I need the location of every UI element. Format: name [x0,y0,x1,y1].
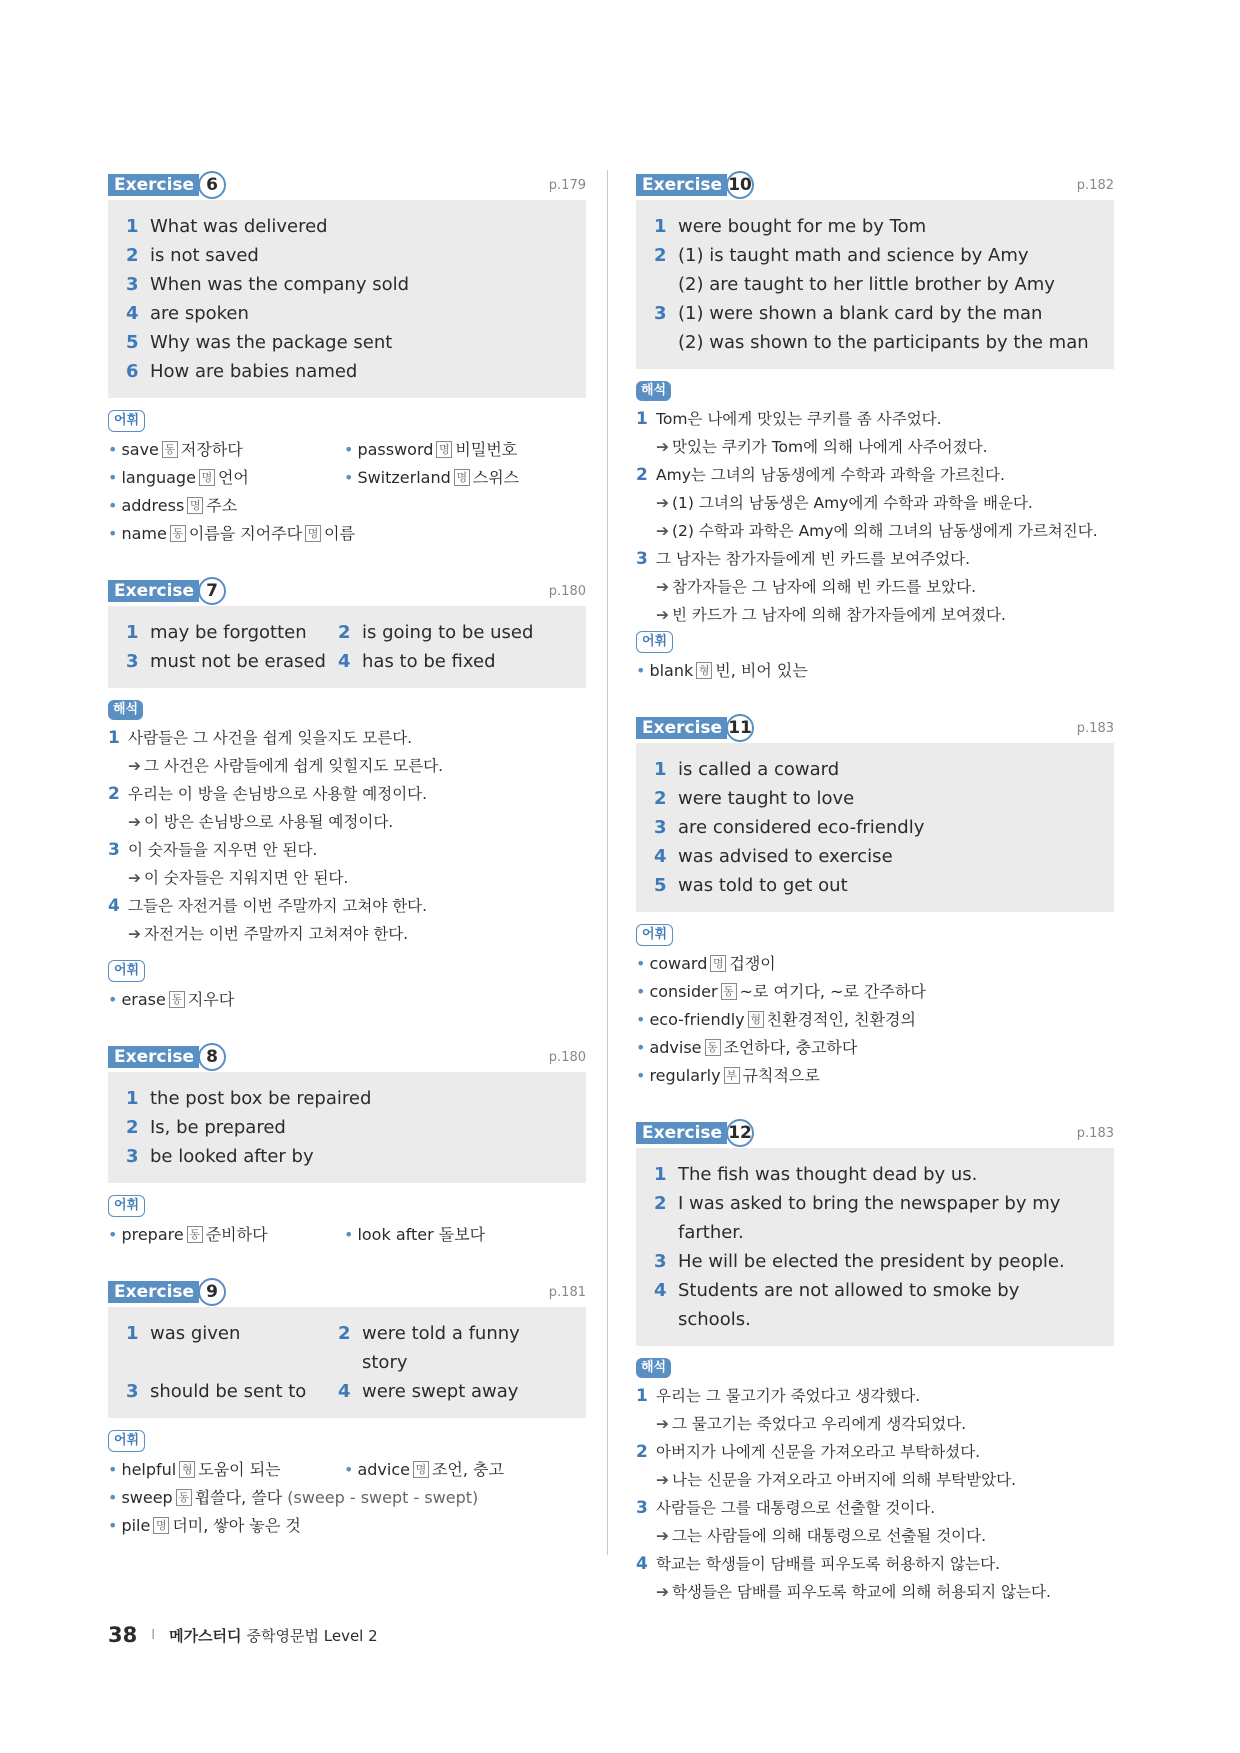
vocab-badge: 어휘 [636,924,673,946]
translation-list [636,405,1114,629]
answer-box [636,200,1114,369]
exercise-header [108,1042,586,1072]
translation-line: ➔ 나는 신문을 가져오라고 아버지에 의해 부탁받았다. [636,1466,1114,1494]
translation-line: ➔ 자전거는 이번 주말까지 고쳐져야 한다. [108,920,586,948]
vocab-item: • name 동 이름을 지어주다 명 이름 [108,524,356,543]
answer-number: 4 [126,303,139,324]
answer-item: 3 should be sent to [126,1381,307,1402]
answer-number: 5 [126,332,139,353]
vocab-item: • sweep 동 휩쓸다, 쓸다 (sweep - swept - swept) [108,1488,479,1507]
exercise-header [636,713,1114,743]
answer-item [126,357,568,386]
translation-line: 3 이 숫자들을 지우면 안 된다. [108,840,318,860]
answer-item: 1 The fish was thought dead by us. [654,1164,978,1185]
answer-item [126,270,568,299]
page-number: 38 [108,1623,138,1647]
answer-item: 2 is going to be used [338,622,534,643]
exercise-number: 10 [726,171,754,199]
translation-line: ➔ 학생들은 담배를 피우도록 학교에 의해 허용되지 않는다. [636,1578,1114,1606]
exercise-header [108,1277,586,1307]
vocab-item: • save 동 저장하다 [108,440,243,459]
footer-separator: I [151,1627,156,1643]
translation-line: 2 아버지가 나에게 신문을 가져오라고 부탁하셨다. [636,1442,981,1462]
answer-box [108,1072,586,1183]
page-reference: p.183 [1076,721,1114,736]
answer-item: 4 was advised to exercise [654,846,893,867]
vocab-item: • look after 돌보다 [344,1225,486,1244]
answer-item: 4 has to be fixed [338,651,496,672]
arrow-icon: ➔ [128,813,141,831]
answer-item: 1 is called a coward [654,759,840,780]
exercise-8 [108,1042,586,1249]
arrow-icon: ➔ [656,606,669,624]
vocab-item: • erase 동 지우다 [108,990,235,1009]
arrow-icon: ➔ [656,1471,669,1489]
answer-item [126,328,568,357]
answer-text: are spoken [150,303,249,324]
answer-item: 3 He will be elected the president by people. [654,1251,1065,1272]
exercise-tag [108,580,226,602]
answer-box [636,1148,1114,1346]
answer-item [126,299,568,328]
translation-line: 2 우리는 이 방을 손님방으로 사용할 예정이다. [108,784,428,804]
answer-box [108,606,586,688]
book-title: 중학영문법 Level 2 [246,1626,378,1645]
page-reference: p.182 [1076,178,1114,193]
vocab-item: • Switzerland 명 스위스 [344,468,520,487]
answer-item: 3 (1) were shown a blank card by the man [654,303,1043,324]
vocab-badge: 어휘 [636,631,673,653]
vocab-item: • advise 동 조언하다, 충고하다 [636,1038,858,1057]
answer-item: 2 (1) is taught math and science by Amy [654,245,1029,266]
answer-item: 1 may be forgotten [126,622,307,643]
answer-item: 1 were bought for me by Tom [654,216,927,237]
answer-item: 3 must not be erased [126,651,326,672]
translation-line: ➔ 그는 사람들에 의해 대통령으로 선출될 것이다. [636,1522,1114,1550]
answer-text: Why was the package sent [150,332,393,353]
right-column [636,170,1114,1606]
exercise-12 [636,1118,1114,1606]
exercise-tag [108,1046,226,1068]
vocab-item: • consider 동 ~로 여기다, ~로 간주하다 [636,982,926,1001]
exercise-7 [108,576,586,1014]
vocab-item: • helpful 형 도움이 되는 [108,1460,281,1479]
exercise-tag [636,717,754,739]
translation-badge: 해석 [108,700,143,720]
vocab-list [108,986,586,1014]
vocab-badge: 어휘 [108,410,145,432]
translation-line: ➔ (1) 그녀의 남동생은 Amy에게 수학과 과학을 배운다. [636,489,1114,517]
answer-item: 3 be looked after by [126,1146,314,1167]
vocab-badge: 어휘 [108,1195,145,1217]
translation-line: 1 우리는 그 물고기가 죽었다고 생각했다. [636,1386,921,1406]
translation-line: 1 사람들은 그 사건을 쉽게 잊을지도 모른다. [108,728,413,748]
answer-item: 2 Is, be prepared [126,1117,286,1138]
translation-badge: 해석 [636,1358,671,1378]
exercise-tag [108,174,226,196]
vocab-item: • password 명 비밀번호 [344,440,518,459]
exercise-number: 11 [726,714,754,742]
exercise-10 [636,170,1114,685]
vocab-item: • prepare 동 준비하다 [108,1225,268,1244]
vocab-item: • pile 명 더미, 쌓아 놓은 것 [108,1516,301,1535]
exercise-number: 6 [198,171,226,199]
left-column [108,170,586,1540]
answer-item [126,212,568,241]
answer-item: 2 I was asked to bring the newspaper by my farther. [654,1193,1061,1243]
exercise-number: 12 [726,1119,754,1147]
answer-item: (2) are taught to her little brother by Amy [678,274,1055,295]
answer-box [636,743,1114,912]
vocab-list [636,657,1114,685]
exercise-number: 8 [198,1043,226,1071]
translation-line: 3 사람들은 그를 대통령으로 선출할 것이다. [636,1498,936,1518]
exercise-number: 7 [198,577,226,605]
page-reference: p.180 [548,1050,586,1065]
vocab-item: • address 명 주소 [108,496,238,515]
arrow-icon: ➔ [656,522,669,540]
answer-box [108,1307,586,1418]
exercise-tag [636,1122,754,1144]
exercise-label: Exercise [636,1122,727,1144]
answer-item: 3 are considered eco-friendly [654,817,925,838]
answer-item: 1 the post box be repaired [126,1088,372,1109]
page-reference: p.180 [548,584,586,599]
translation-list [636,1382,1114,1606]
page-reference: p.179 [548,178,586,193]
exercise-label: Exercise [108,1046,199,1068]
arrow-icon: ➔ [128,925,141,943]
translation-list [108,724,586,948]
translation-line: ➔ 그 사건은 사람들에게 쉽게 잊힐지도 모른다. [108,752,586,780]
answer-text: When was the company sold [150,274,410,295]
answer-text: How are babies named [150,361,358,382]
answer-number: 3 [126,274,139,295]
vocab-badge: 어휘 [108,1430,145,1452]
vocab-list [108,1456,586,1540]
vocab-list [108,436,586,548]
exercise-6 [108,170,586,548]
exercise-header [108,576,586,606]
exercise-label: Exercise [108,174,199,196]
exercise-label: Exercise [108,580,199,602]
answer-text: is not saved [150,245,259,266]
vocab-list [636,950,1114,1090]
answer-number: 6 [126,361,139,382]
exercise-label: Exercise [636,174,727,196]
answer-number: 2 [126,245,139,266]
vocab-badge: 어휘 [108,960,145,982]
column-divider [607,170,608,1555]
answer-item [126,241,568,270]
vocab-item: • advice 명 조언, 충고 [344,1460,504,1479]
page-footer [108,1623,378,1647]
translation-line: ➔ 참가자들은 그 남자에 의해 빈 카드를 보았다. [636,573,1114,601]
vocab-item: • coward 명 겁쟁이 [636,954,776,973]
arrow-icon: ➔ [128,869,141,887]
translation-badge: 해석 [636,381,671,401]
vocab-item: • regularly 부 규칙적으로 [636,1066,820,1085]
exercise-label: Exercise [636,717,727,739]
answer-item: 1 was given [126,1323,241,1344]
vocab-list [108,1221,586,1249]
answer-item: (2) was shown to the participants by the man [678,332,1089,353]
answer-item: 4 were swept away [338,1381,519,1402]
arrow-icon: ➔ [656,1527,669,1545]
answer-number: 1 [126,216,139,237]
page-reference: p.183 [1076,1126,1114,1141]
arrow-icon: ➔ [656,1583,669,1601]
translation-line: 1 Tom은 나에게 맛있는 쿠키를 좀 사주었다. [636,409,942,429]
translation-line: ➔ 그 물고기는 죽었다고 우리에게 생각되었다. [636,1410,1114,1438]
vocab-item: • blank 형 빈, 비어 있는 [636,661,808,680]
translation-line: 3 그 남자는 참가자들에게 빈 카드를 보여주었다. [636,549,971,569]
brand-name: 메가스터디 [169,1626,242,1645]
arrow-icon: ➔ [656,438,669,456]
translation-line: ➔ 이 숫자들은 지워지면 안 된다. [108,864,586,892]
answer-box [108,200,586,398]
exercise-header [636,170,1114,200]
vocab-item: • language 명 언어 [108,468,249,487]
translation-line: ➔ 이 방은 손님방으로 사용될 예정이다. [108,808,586,836]
translation-line: ➔ 빈 카드가 그 남자에 의해 참가자들에게 보여졌다. [636,601,1114,629]
arrow-icon: ➔ [656,494,669,512]
exercise-tag [108,1281,226,1303]
arrow-icon: ➔ [656,578,669,596]
exercise-label: Exercise [108,1281,199,1303]
translation-line: ➔ (2) 수학과 과학은 Amy에 의해 그녀의 남동생에게 가르쳐진다. [636,517,1114,545]
translation-line: 2 Amy는 그녀의 남동생에게 수학과 과학을 가르친다. [636,465,1005,485]
arrow-icon: ➔ [656,1415,669,1433]
arrow-icon: ➔ [128,757,141,775]
answer-item: 2 were told a funny story [338,1323,520,1373]
exercise-header [108,170,586,200]
page-reference: p.181 [548,1285,586,1300]
answer-text: What was delivered [150,216,328,237]
translation-line: ➔ 맛있는 쿠키가 Tom에 의해 나에게 사주어졌다. [636,433,1114,461]
translation-line: 4 학교는 학생들이 담배를 피우도록 허용하지 않는다. [636,1554,1000,1574]
answer-item: 5 was told to get out [654,875,848,896]
exercise-number: 9 [198,1278,226,1306]
exercise-9 [108,1277,586,1540]
answer-item: 2 were taught to love [654,788,855,809]
vocab-item: • eco-friendly 형 친환경적인, 친환경의 [636,1010,916,1029]
translation-line: 4 그들은 자전거를 이번 주말까지 고쳐야 한다. [108,896,428,916]
exercise-header [636,1118,1114,1148]
exercise-11 [636,713,1114,1090]
exercise-tag [636,174,754,196]
answer-item: 4 Students are not allowed to smoke by schools. [654,1280,1020,1330]
